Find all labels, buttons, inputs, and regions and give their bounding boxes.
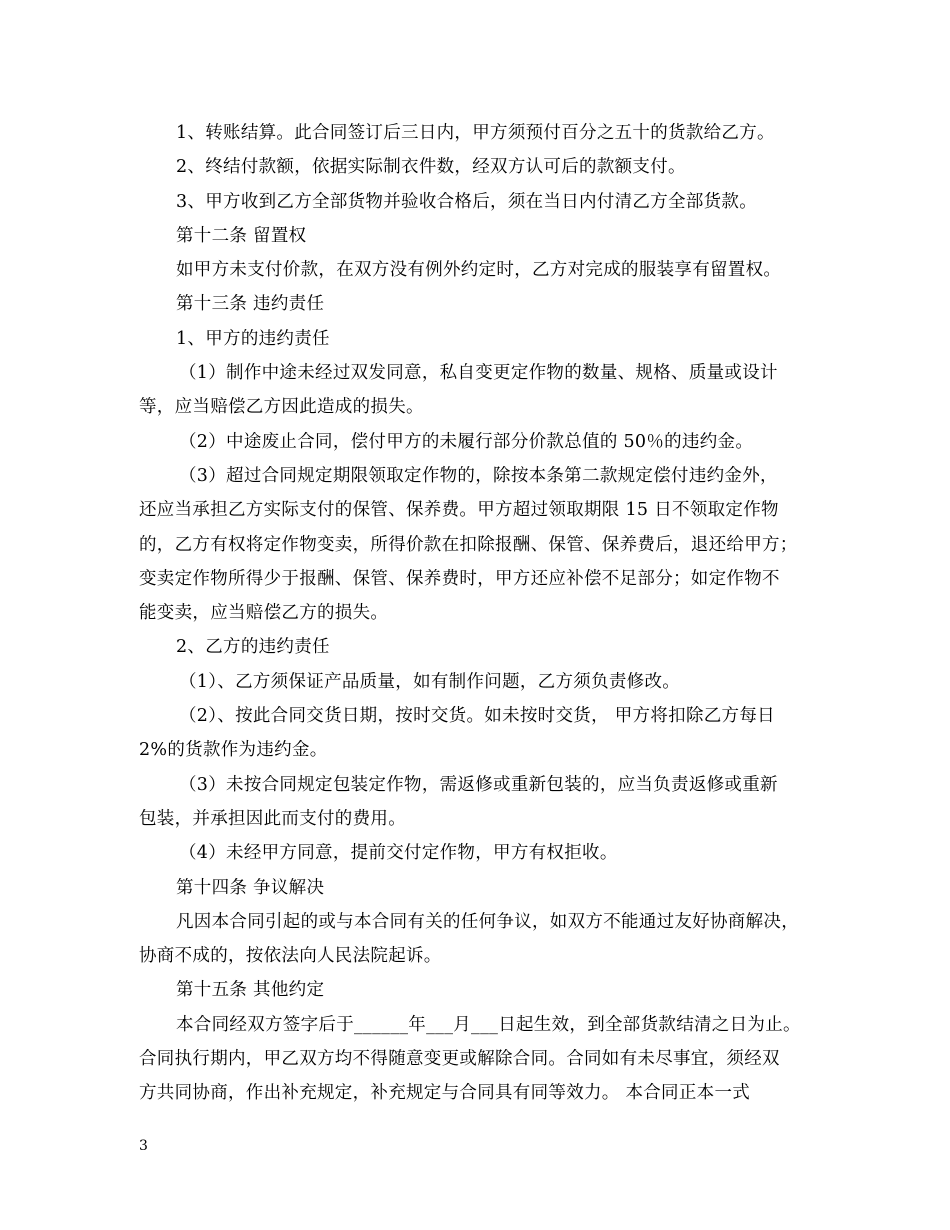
text-line: 3、甲方收到乙方全部货物并验收合格后，须在当日内付清乙方全部货款。 bbox=[176, 191, 758, 212]
text-line: 第十三条 违约责任 bbox=[176, 294, 325, 315]
text-line: 如甲方未支付价款，在双方没有例外约定时，乙方对完成的服装享有留置权。 bbox=[176, 260, 782, 281]
document-body bbox=[139, 116, 815, 1111]
text-line: （1）制作中途未经过双发同意，私自变更定作物的数量、规格、质量或设计 bbox=[179, 363, 778, 384]
text-line: 协商不成的，按依法向人民法院起诉。 bbox=[139, 946, 442, 967]
text-line: 2%的货款作为违约金。 bbox=[139, 740, 328, 761]
text-line: 1、转账结算。此合同签订后三日内，甲方须预付百分之五十的货款给乙方。 bbox=[176, 123, 775, 143]
text-line: （3）超过合同规定期限领取定作物的，除按本条第二款规定偿付违约金外， bbox=[179, 465, 778, 486]
text-line: 2、终结付款额，依据实际制衣件数，经双方认可后的款额支付。 bbox=[176, 157, 686, 178]
text-line: 本合同经双方签字后于______年___月___日起生效，到全部货款结清之日为止。 bbox=[176, 1014, 801, 1035]
text-line: 能变卖，应当赔偿乙方的损失。 bbox=[139, 603, 389, 624]
text-line: 凡因本合同引起的或与本合同有关的任何争议，如双方不能通过友好协商解决， bbox=[176, 911, 799, 932]
text-line: 变卖定作物所得少于报酬、保管、保养费时，甲方还应补偿不足部分；如定作物不 bbox=[139, 568, 780, 589]
text-line: 第十五条 其他约定 bbox=[176, 980, 325, 1001]
text-line: 第十二条 留置权 bbox=[176, 225, 307, 246]
text-line: 1、甲方的违约责任 bbox=[176, 328, 330, 349]
text-line: （3）未按合同规定包装定作物，需返修或重新包装的，应当负责返修或重新 bbox=[179, 774, 778, 795]
text-line: （2）中途废止合同，偿付甲方的未履行部分价款总值的 50％的违约金。 bbox=[179, 431, 754, 452]
text-line: 还应当承担乙方实际支付的保管、保养费。甲方超过领取期限 15 日不领取定作物 bbox=[139, 500, 779, 521]
text-line: 方共同协商，作出补充规定，补充规定与合同具有同等效力。 本合同正本一式 bbox=[139, 1083, 751, 1104]
page-number: 3 bbox=[139, 1138, 148, 1154]
text-line: 等，应当赔偿乙方因此造成的损失。 bbox=[139, 397, 424, 418]
text-line: （1）、乙方须保证产品质量，如有制作问题，乙方须负责修改。 bbox=[179, 671, 681, 692]
text-line: 的，乙方有权将定作物变卖，所得价款在扣除报酬、保管、保养费后，退还给甲方； bbox=[139, 534, 798, 555]
text-line: （4）未经甲方同意，提前交付定作物，甲方有权拒收。 bbox=[179, 843, 618, 864]
text-line: 包装，并承担因此而支付的费用。 bbox=[139, 808, 406, 829]
text-line: 2、乙方的违约责任 bbox=[176, 637, 330, 658]
text-line: 第十四条 争议解决 bbox=[176, 877, 325, 898]
text-line: 合同执行期内，甲乙双方均不得随意变更或解除合同。合同如有未尽事宜，须经双 bbox=[139, 1049, 780, 1070]
text-line: （2）、按此合同交货日期，按时交货。如未按时交货， 甲方将扣除乙方每日 bbox=[179, 706, 775, 727]
